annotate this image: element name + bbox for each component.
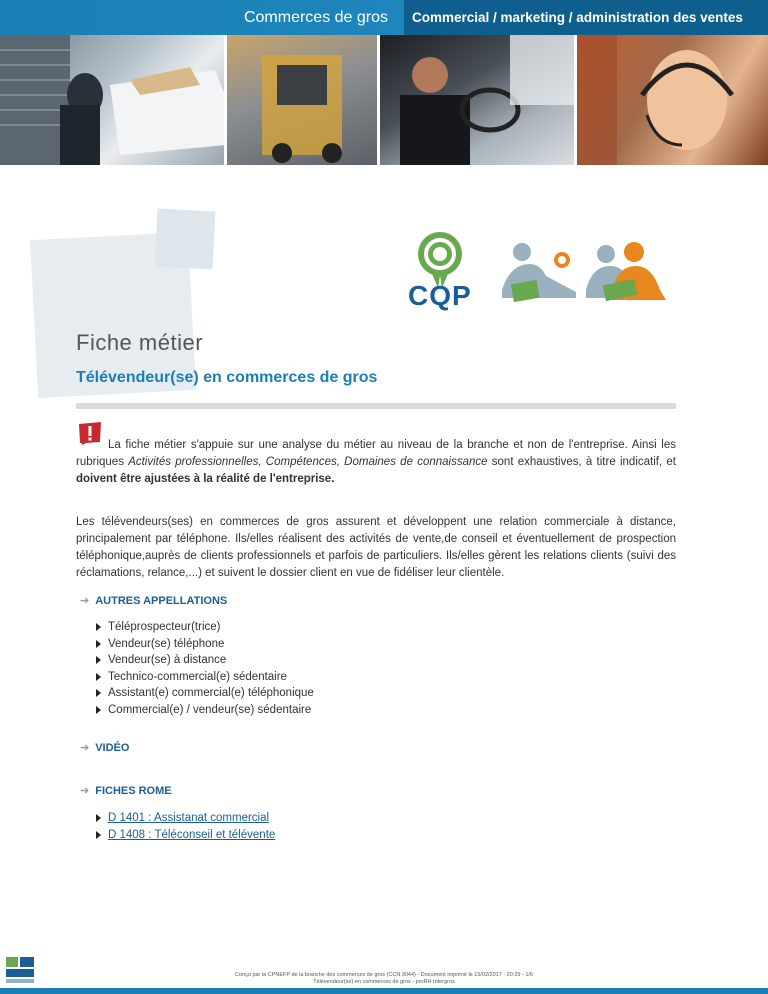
header-bar	[0, 0, 768, 35]
section-heading-appellations: ➔ AUTRES APPELLATIONS	[80, 595, 228, 607]
appellations-list	[96, 619, 314, 718]
list-item: Assistant(e) commercial(e) téléphonique	[96, 685, 314, 702]
forklift-photo	[227, 35, 376, 165]
header-family-label: Commercial / marketing / administration des ventes	[404, 0, 768, 35]
certification-logos	[400, 228, 675, 318]
header-photo-strip	[0, 35, 768, 165]
page-title: Fiche métier	[76, 330, 204, 355]
list-item: Commercial(e) / vendeur(se) sédentaire	[96, 702, 314, 719]
footer-line-2: Télévendeur(se) en commerces de gros - proRH Intergros	[313, 979, 455, 985]
rome-link-d1408[interactable]: D 1408 : Téléconseil et télévente	[108, 828, 276, 841]
footer-bar	[0, 988, 768, 994]
list-item: Vendeur(se) à distance	[96, 652, 314, 669]
list-item: Vendeur(se) téléphone	[96, 636, 314, 653]
arrow-right-icon: ➔	[80, 742, 90, 754]
list-item	[96, 827, 275, 844]
arrow-right-icon: ➔	[80, 595, 90, 607]
job-title: Télévendeur(se) en commerces de gros	[76, 369, 378, 386]
notice-emphasis: doivent être ajustées à la réalité de l'entreprise.	[76, 473, 335, 485]
person-with-badge-icon	[502, 243, 576, 302]
decorative-square-small	[155, 209, 216, 270]
footer-line-1: Conçu par la CPNEFP de la branche des commerces de gros (CCN 3044) - Document imprimé le 15/02/2017 - 20:29 - 1/6	[235, 972, 533, 978]
list-item	[96, 810, 275, 827]
list-item: Technico-commercial(e) sédentaire	[96, 669, 314, 686]
header-sector-label: Commerces de gros	[243, 9, 388, 26]
divider	[76, 403, 676, 409]
list-item: Téléprospecteur(trice)	[96, 619, 314, 636]
rome-link-d1401[interactable]: D 1401 : Assistanat commercial	[108, 812, 270, 824]
section-heading-video: ➔ VIDÉO	[80, 742, 130, 754]
notice-paragraph	[76, 437, 676, 488]
section-heading-rome: ➔ FICHES ROME	[80, 785, 172, 797]
intro-paragraph: Les télévendeurs(ses) en commerces de gros assurent et développent une relation commerciale à distance, principalement par téléphone. Ils/elles réalisent des activités de vente,de conseil et éventuellement de prospection téléphonique,auprès de clients professionnels et parfois de particuliers. Ils/elles gèrent les relations clients (suivi des réclamations, relance,...) et suivent le dossier client en vue de fidéliser leur clientèle.	[76, 516, 676, 579]
notice-text-2: sont exhaustives, à titre indicatif, et	[487, 456, 676, 468]
cqp-label: CQP	[408, 280, 472, 311]
rome-list	[96, 810, 275, 843]
people-at-desk-icon	[586, 242, 666, 301]
warehouse-photo	[0, 35, 224, 165]
call-center-agent-photo	[577, 35, 768, 165]
notice-rubrics: Activités professionnelles, Compétences, Domaines de connaissance	[128, 456, 488, 468]
notice-text: La fiche métier s'appuie sur une analyse du métier au niveau de la branche et non de l'entreprise. Ainsi les rubriques	[76, 439, 676, 468]
arrow-right-icon: ➔	[80, 785, 90, 797]
truck-driver-photo	[380, 35, 574, 165]
footer-text	[0, 972, 768, 986]
